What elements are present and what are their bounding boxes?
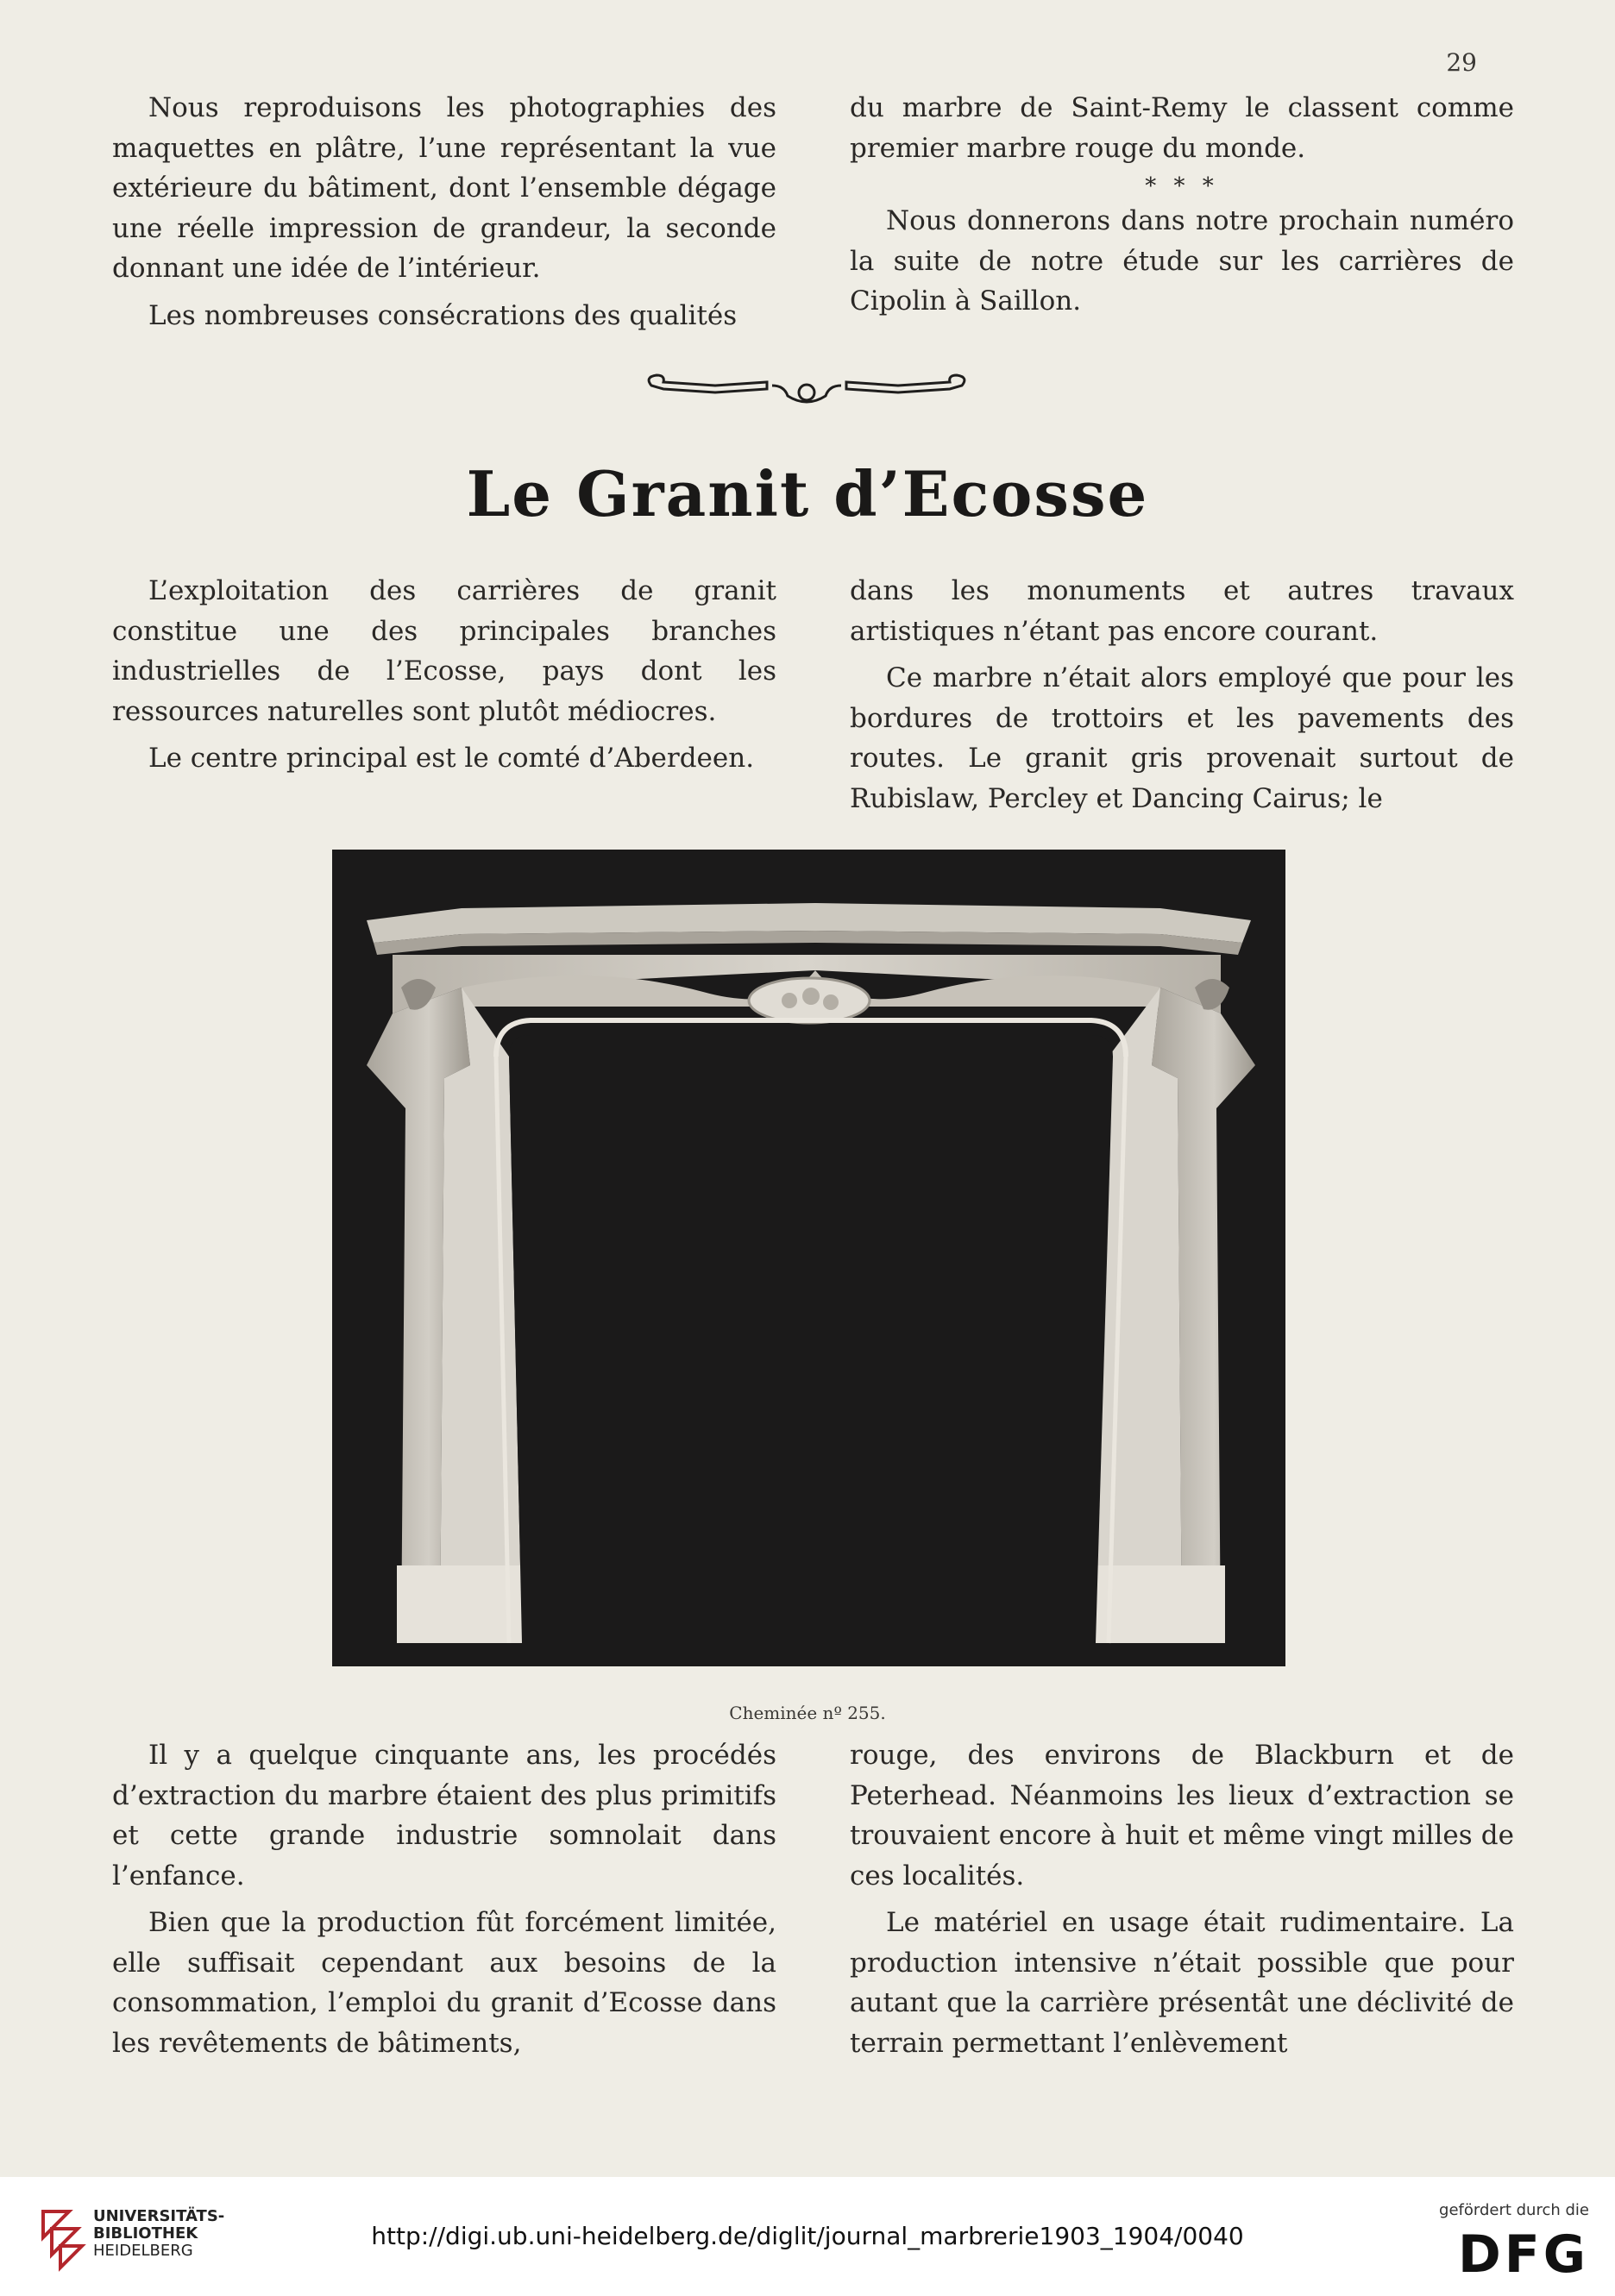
paragraph: du marbre de Saint-Remy le classent comme premier marbre rouge du monde.: [850, 92, 1514, 164]
figure-caption: Cheminée nº 255.: [729, 1703, 886, 1723]
permalink-url[interactable]: http://digi.ub.uni-heidelberg.de/diglit/journal_marbrerie1903_1904/0040: [371, 2222, 1244, 2250]
library-name-line: BIBLIOTHEK: [93, 2224, 198, 2243]
library-name-line: UNIVERSITÄTS-: [93, 2207, 225, 2225]
top-right-column: [850, 88, 1514, 329]
paragraph: Bien que la production fût forcément limitée, elle suffisait cependant aux besoins de la consommation, l’emploi du granit d’Ecosse dans les revêtements de bâtiments,: [112, 1907, 776, 2059]
section-separator: * * *: [1145, 173, 1219, 199]
middle-right-column: [850, 571, 1514, 825]
paragraph: dans les monuments et autres travaux artistiques n’étant pas encore courant.: [850, 575, 1514, 647]
dfg-logo: DFG: [1457, 2224, 1589, 2285]
page-number: 29: [1446, 48, 1477, 77]
paragraph: Nous donnerons dans notre prochain numéro la suite de notre étude sur les carrières de Cipolin à Saillon.: [850, 205, 1514, 317]
fireplace-illustration: [332, 850, 1285, 1666]
article-headline: Le Granit d’Ecosse: [466, 457, 1149, 530]
middle-left-column: [112, 571, 776, 786]
paragraph: Ce marbre n’était alors employé que pour les bordures de trottoirs et les pavements des routes. Le granit gris provenait surtout de Rubislaw, Percley et Dancing Cairus; le: [850, 662, 1514, 814]
library-name-line: HEIDELBERG: [93, 2242, 193, 2260]
paragraph: Nous reproduisons les photographies des maquettes en plâtre, l’une représentant la vue extérieure du bâtiment, dont l’ensemble dégage une réelle impression de grandeur, la seconde donnant une idée de l’intérieur.: [112, 92, 776, 284]
paragraph: L’exploitation des carrières de granit constitue une des principales branches industrielles de l’Ecosse, pays dont les ressources naturelles sont plutôt médiocres.: [112, 575, 776, 727]
paragraph: Le centre principal est le comté d’Aberdeen.: [148, 743, 755, 774]
paragraph: Les nombreuses consécrations des qualités: [148, 299, 738, 331]
paragraph: rouge, des environs de Blackburn et de Peterhead. Néanmoins les lieux d’extraction se trouvaient encore à huit et même vingt milles de ces localités.: [850, 1740, 1514, 1891]
top-left-column: [112, 88, 776, 342]
paragraph: Il y a quelque cinquante ans, les procédés d’extraction du marbre étaient des plus primitifs et cette grande industrie somnolait dans l’enfance.: [112, 1740, 776, 1891]
paragraph: Le matériel en usage était rudimentaire. La production intensive n’était possible que pour autant que la carrière présentât une déclivité de terrain permettant l’enlèvement: [850, 1907, 1514, 2059]
bottom-right-column: [850, 1735, 1514, 2070]
bottom-left-column: [112, 1735, 776, 2070]
funding-label: gefördert durch die: [1439, 2201, 1589, 2219]
ornament-divider: [643, 367, 971, 410]
footer-bar: [0, 2177, 1615, 2296]
fireplace-photograph: [332, 850, 1285, 1666]
